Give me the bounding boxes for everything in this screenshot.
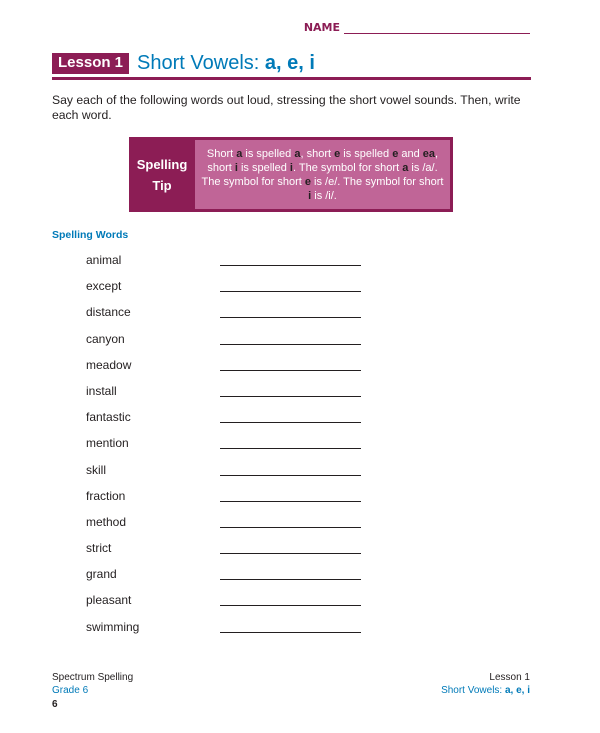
- spelling-word: fraction: [86, 488, 126, 503]
- tip-label-line1: Spelling: [136, 156, 188, 172]
- spelling-word: skill: [86, 462, 106, 477]
- word-row: [86, 566, 361, 592]
- write-line[interactable]: [220, 357, 361, 371]
- lesson-title-prefix: Short Vowels:: [137, 52, 265, 74]
- write-line[interactable]: [220, 252, 361, 266]
- write-line[interactable]: [220, 331, 361, 345]
- write-line[interactable]: [220, 462, 361, 476]
- write-line[interactable]: [220, 540, 361, 554]
- spelling-word-list: [86, 252, 361, 645]
- tip-text-segment: is spelled: [340, 147, 393, 160]
- spelling-word: mention: [86, 436, 129, 451]
- lesson-badge: Lesson 1: [52, 53, 129, 74]
- spelling-word: animal: [86, 253, 122, 267]
- spelling-word: canyon: [86, 331, 125, 346]
- spelling-word: install: [86, 383, 117, 398]
- spelling-word: method: [86, 514, 127, 529]
- tip-vowel: e: [392, 147, 399, 160]
- spelling-word: distance: [86, 305, 131, 320]
- write-line[interactable]: [220, 514, 361, 528]
- header-rule: [52, 77, 531, 80]
- word-row: [86, 278, 361, 304]
- spelling-tip-label: [129, 137, 195, 212]
- spelling-word: except: [86, 279, 122, 294]
- word-row: [86, 252, 361, 278]
- word-row: [86, 514, 361, 540]
- footer-lesson: Lesson 1: [489, 672, 530, 683]
- tip-vowel: i: [234, 161, 238, 174]
- name-label: NAME: [303, 21, 340, 34]
- tip-vowel: a: [236, 147, 243, 160]
- spelling-word: grand: [86, 567, 117, 582]
- footer-right: [441, 671, 530, 697]
- tip-vowel: a: [294, 147, 301, 160]
- tip-text-segment: , short: [300, 147, 335, 160]
- spelling-word: swimming: [86, 619, 140, 634]
- footer-lesson-title-vowels: a, e, i: [504, 685, 530, 696]
- spelling-tip-text: [201, 147, 444, 203]
- spelling-word: strict: [86, 541, 112, 556]
- spelling-word: pleasant: [86, 593, 132, 608]
- spelling-word: fantastic: [86, 410, 131, 425]
- spelling-tip-body: [195, 140, 450, 209]
- footer-book-title: Spectrum Spelling: [52, 672, 134, 683]
- tip-text-segment: and: [398, 147, 423, 160]
- word-row: [86, 540, 361, 566]
- lesson-header: [52, 52, 315, 75]
- word-row: [86, 383, 361, 409]
- tip-text-segment: . The symbol for short: [292, 161, 403, 174]
- write-line[interactable]: [220, 619, 361, 633]
- spelling-tip-box: [129, 137, 453, 212]
- instructions: Say each of the following words out loud, stressing the short vowel sounds. Then, write each word.: [52, 93, 521, 122]
- write-line[interactable]: [220, 435, 361, 449]
- write-line[interactable]: [220, 592, 361, 606]
- footer-left: [52, 671, 133, 711]
- section-title: Spelling Words: [52, 229, 129, 241]
- write-line[interactable]: [220, 304, 361, 318]
- tip-text-segment: is /i/.: [311, 189, 337, 202]
- lesson-title-vowels: a, e, i: [264, 52, 315, 74]
- tip-text-segment: , short: [207, 147, 439, 174]
- tip-text-segment: is spelled: [242, 147, 295, 160]
- word-row: [86, 409, 361, 435]
- word-row: [86, 331, 361, 357]
- tip-text-segment: is /a/. The symbol for short: [201, 161, 438, 188]
- footer-lesson-title-prefix: Short Vowels:: [441, 685, 505, 696]
- tip-label-line2: Tip: [152, 177, 172, 193]
- tip-text-segment: is /e/. The symbol for short: [310, 175, 444, 188]
- word-row: [86, 304, 361, 330]
- write-line[interactable]: [220, 278, 361, 292]
- name-write-line[interactable]: [344, 20, 530, 34]
- footer-lesson-title: [441, 684, 530, 697]
- word-row: [86, 462, 361, 488]
- word-row: [86, 435, 361, 461]
- tip-vowel: e: [304, 175, 311, 188]
- word-row: [86, 357, 361, 383]
- tip-vowel: e: [334, 147, 341, 160]
- word-row: [86, 488, 361, 514]
- write-line[interactable]: [220, 383, 361, 397]
- footer-grade: Grade 6: [52, 685, 89, 696]
- spelling-word: meadow: [86, 357, 132, 372]
- tip-vowel: ea: [422, 147, 436, 160]
- tip-vowel: i: [308, 189, 312, 202]
- tip-vowel: i: [289, 161, 293, 174]
- page-number: 6: [52, 699, 58, 710]
- write-line[interactable]: [220, 566, 361, 580]
- write-line[interactable]: [220, 488, 361, 502]
- word-row: [86, 619, 361, 645]
- name-field: [304, 20, 530, 34]
- tip-text-segment: Short: [206, 147, 237, 160]
- tip-vowel: a: [402, 161, 409, 174]
- write-line[interactable]: [220, 409, 361, 423]
- lesson-title: [137, 52, 315, 75]
- tip-text-segment: is spelled: [237, 161, 290, 174]
- word-row: [86, 592, 361, 618]
